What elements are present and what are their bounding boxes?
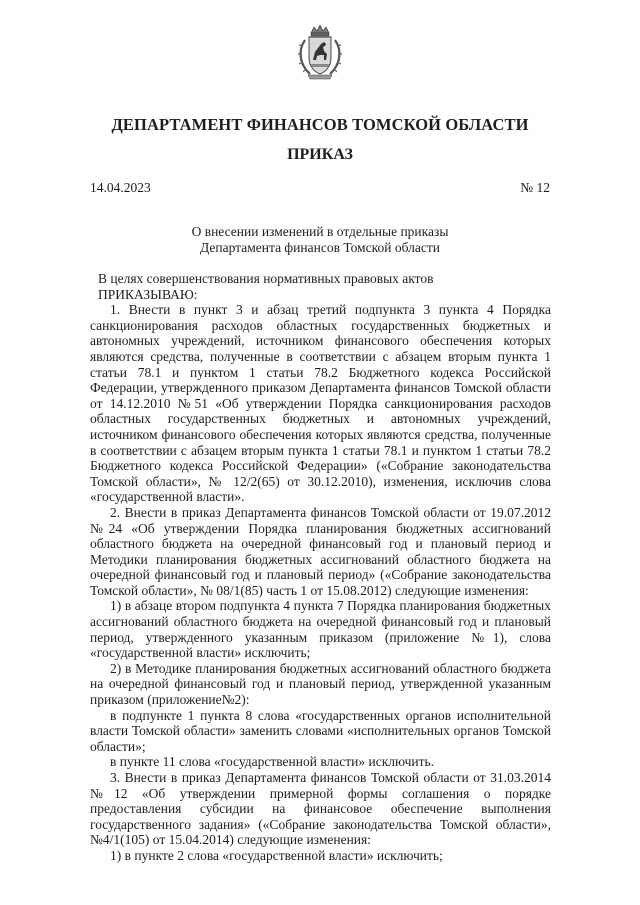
department-name: ДЕПАРТАМЕНТ ФИНАНСОВ ТОМСКОЙ ОБЛАСТИ bbox=[111, 115, 529, 134]
tomsk-coat-of-arms-icon bbox=[296, 24, 344, 80]
clause-2: 2. Внести в приказ Департамента финансов Томской области от 19.07.2012 №24 «Об утверждении Порядка планирования бюджетных ассигнований областного бюджета на очередной финансовый год и плановый период и Методики планирования бюджетных ассигнований областного бюджета на очередной финансовый год и плановый период» («Собрание законодательства Томской области», № 08/1(85) часть 1 от 15.08.2012) следующие изменения: bbox=[90, 504, 551, 598]
clause-3-item-1: 1) в пункте 2 слова «государственной власти» исключить; bbox=[110, 847, 443, 863]
clause-2-item-2: 2) в Методике планирования бюджетных ассигнований областного бюджета на очередной финансовый год и плановый период, утвержденной указанным приказом (приложение№2): bbox=[90, 660, 551, 708]
subject-line-1: О внесении изменений в отдельные приказы bbox=[191, 224, 449, 239]
order-number: № 12 bbox=[520, 180, 550, 195]
preamble: В целях совершенствования нормативных правовых актов bbox=[98, 271, 434, 286]
subject-line-2: Департамента финансов Томской области bbox=[200, 240, 440, 255]
clause-1: 1. Внести в пункт 3 и абзац третий подпункта 3 пункта 4 Порядка санкционирования расходов областных государственных бюджетных и автономных учреждений, источником финансового обеспечения которых являются средства, полученные в соответствии с абзацем вторым пункта 1 статьи 78.1 и пунктом 1 статьи 78.2 Бюджетного кодекса Российской Федерации, утвержденного приказом Департамента финансов Томской области от 14.12.2010 №51 «Об утверждении Порядка санкционирования расходов областных государственных бюджетных и автономных учреждений, источником финансового обеспечения которых являются средства, полученные в соответствии с абзацем вторым пункта 1 статьи 78.1 и пунктом 1 статьи 78.2 Бюджетного кодекса Российской Федерации» («Собрание законодательства Томской области», № 12/2(65) от 30.12.2010), изменения, исключив слова «государственной власти». bbox=[90, 302, 551, 505]
document-type: ПРИКАЗ bbox=[287, 146, 353, 163]
order-subject bbox=[0, 224, 640, 256]
clause-2-item-2-sub-b: в пункте 11 слова «государственной власти» исключить. bbox=[110, 754, 435, 770]
clause-3: 3. Внести в приказ Департамента финансов Томской области от 31.03.2014 №12 «Об утверждении примерной формы соглашения о порядке предоставления субсидии на финансовое обеспечение выполнения государственного задания» («Собрание законодательства Томской области», №4/1(105) от 15.04.2014) следующие изменения: bbox=[90, 770, 551, 848]
clause-2-item-1: 1) в абзаце втором подпункта 4 пункта 7 Порядка планирования бюджетных ассигнований областного бюджета на очередной финансовый год и плановый период, утвержденного указанным приказом (приложение №1), слова «государственной власти» исключить; bbox=[90, 598, 551, 661]
order-directive: ПРИКАЗЫВАЮ: bbox=[98, 286, 198, 302]
order-date: 14.04.2023 bbox=[90, 180, 151, 195]
order-body bbox=[90, 271, 551, 864]
clause-2-item-2-sub-a: в подпункте 1 пункта 8 слова «государственных органов исполнительной власти Томской области» заменить словами «исполнительных органов Томской области»; bbox=[90, 707, 551, 754]
